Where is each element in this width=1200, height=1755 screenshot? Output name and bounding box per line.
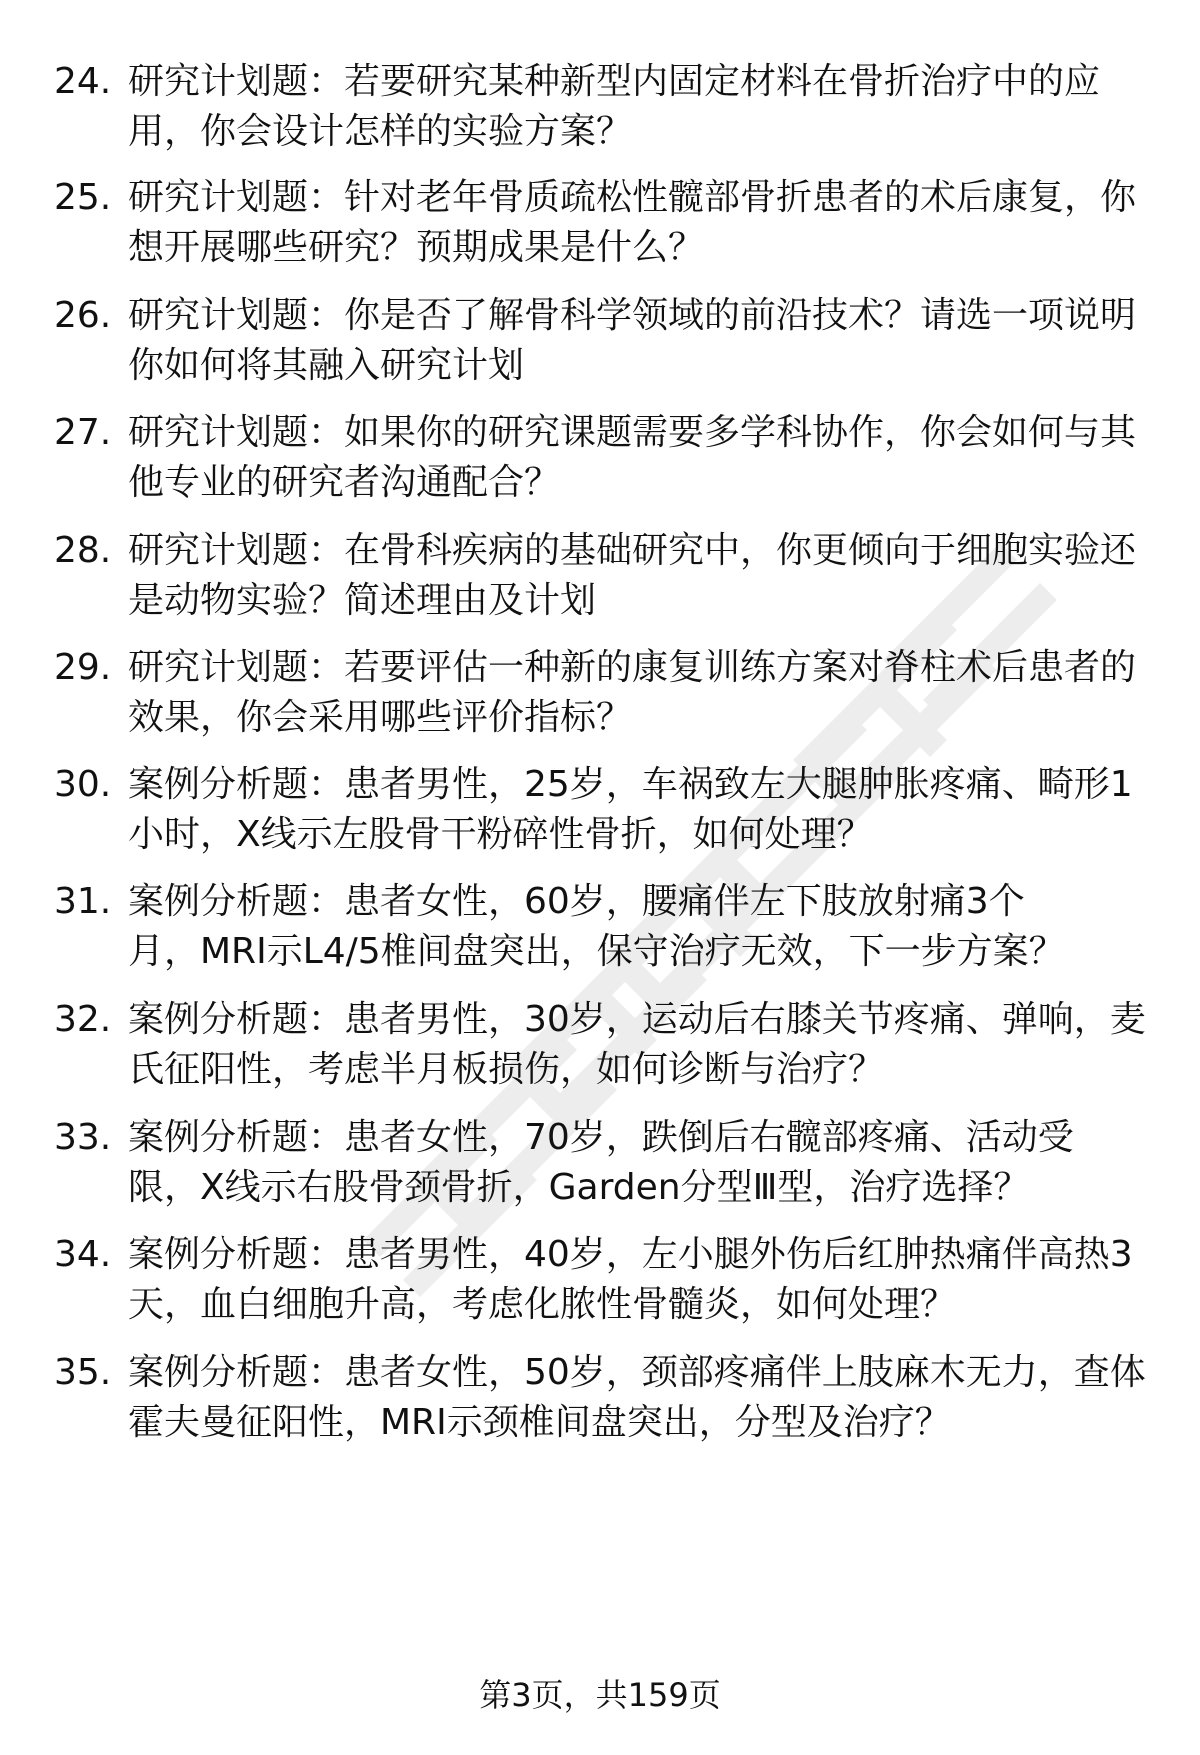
question-text-line: 天，血白细胞升高，考虑化脓性骨髓炎，如何处理？ xyxy=(128,1284,957,1325)
question-number: 26. xyxy=(54,295,112,336)
question-text-line: 氏征阳性，考虑半月板损伤，如何诊断与治疗？ xyxy=(128,1049,885,1090)
question-text-line: 案例分析题：患者女性，50岁，颈部疼痛伴上肢麻木无力，查体 xyxy=(128,1352,1146,1393)
question-text-line: 限，X线示右股骨颈骨折，Garden分型Ⅲ型，治疗选择？ xyxy=(128,1167,1030,1208)
question-number: 33. xyxy=(54,1117,112,1158)
question-number: 32. xyxy=(54,999,112,1040)
question-text-line: 案例分析题：患者男性，25岁，车祸致左大腿肿胀疼痛、畸形1 xyxy=(128,764,1133,805)
question-number: 28. xyxy=(54,530,112,571)
question-number: 30. xyxy=(54,764,112,805)
question-number: 25. xyxy=(54,177,112,218)
question-text-line: 案例分析题：患者男性，30岁，运动后右膝关节疼痛、弹响，麦 xyxy=(128,999,1146,1040)
question-text-line: 研究计划题：针对老年骨质疏松性髋部骨折患者的术后康复，你 xyxy=(128,177,1137,218)
question-text-line: 用，你会设计怎样的实验方案？ xyxy=(128,111,633,152)
question-number: 31. xyxy=(54,881,112,922)
question-number: 34. xyxy=(54,1234,112,1275)
question-text-line: 案例分析题：患者女性，70岁，跌倒后右髋部疼痛、活动受 xyxy=(128,1117,1074,1158)
question-text-line: 月，MRI示L4/5椎间盘突出，保守治疗无效，下一步方案？ xyxy=(128,931,1065,972)
question-number: 29. xyxy=(54,647,112,688)
question-text-line: 你如何将其融入研究计划 xyxy=(128,345,525,386)
question-text-line: 案例分析题：患者男性，40岁，左小腿外伤后红肿热痛伴高热3 xyxy=(128,1234,1133,1275)
question-text-line: 小时，X线示左股骨干粉碎性骨折，如何处理？ xyxy=(128,814,873,855)
question-text-line: 效果，你会采用哪些评价指标？ xyxy=(128,697,633,738)
question-text-line: 研究计划题：若要评估一种新的康复训练方案对脊柱术后患者的 xyxy=(128,647,1137,688)
question-text-line: 他专业的研究者沟通配合？ xyxy=(128,462,561,503)
question-text-line: 案例分析题：患者女性，60岁，腰痛伴左下肢放射痛3个 xyxy=(128,881,1025,922)
question-text-line: 是动物实验？简述理由及计划 xyxy=(128,580,597,621)
question-number: 24. xyxy=(54,61,112,102)
question-text-line: 研究计划题：在骨科疾病的基础研究中，你更倾向于细胞实验还 xyxy=(128,530,1137,571)
question-text-line: 霍夫曼征阳性，MRI示颈椎间盘突出，分型及治疗？ xyxy=(128,1402,951,1443)
question-text-line: 想开展哪些研究？预期成果是什么？ xyxy=(128,227,705,268)
question-number: 27. xyxy=(54,412,112,453)
question-text-line: 研究计划题：如果你的研究课题需要多学科协作，你会如何与其 xyxy=(128,412,1137,453)
question-number: 35. xyxy=(54,1352,112,1393)
question-text-line: 研究计划题：若要研究某种新型内固定材料在骨折治疗中的应 xyxy=(128,61,1101,102)
page-number: 第3页，共159页 xyxy=(479,1676,721,1714)
question-text-line: 研究计划题：你是否了解骨科学领域的前沿技术？请选一项说明 xyxy=(128,295,1137,336)
